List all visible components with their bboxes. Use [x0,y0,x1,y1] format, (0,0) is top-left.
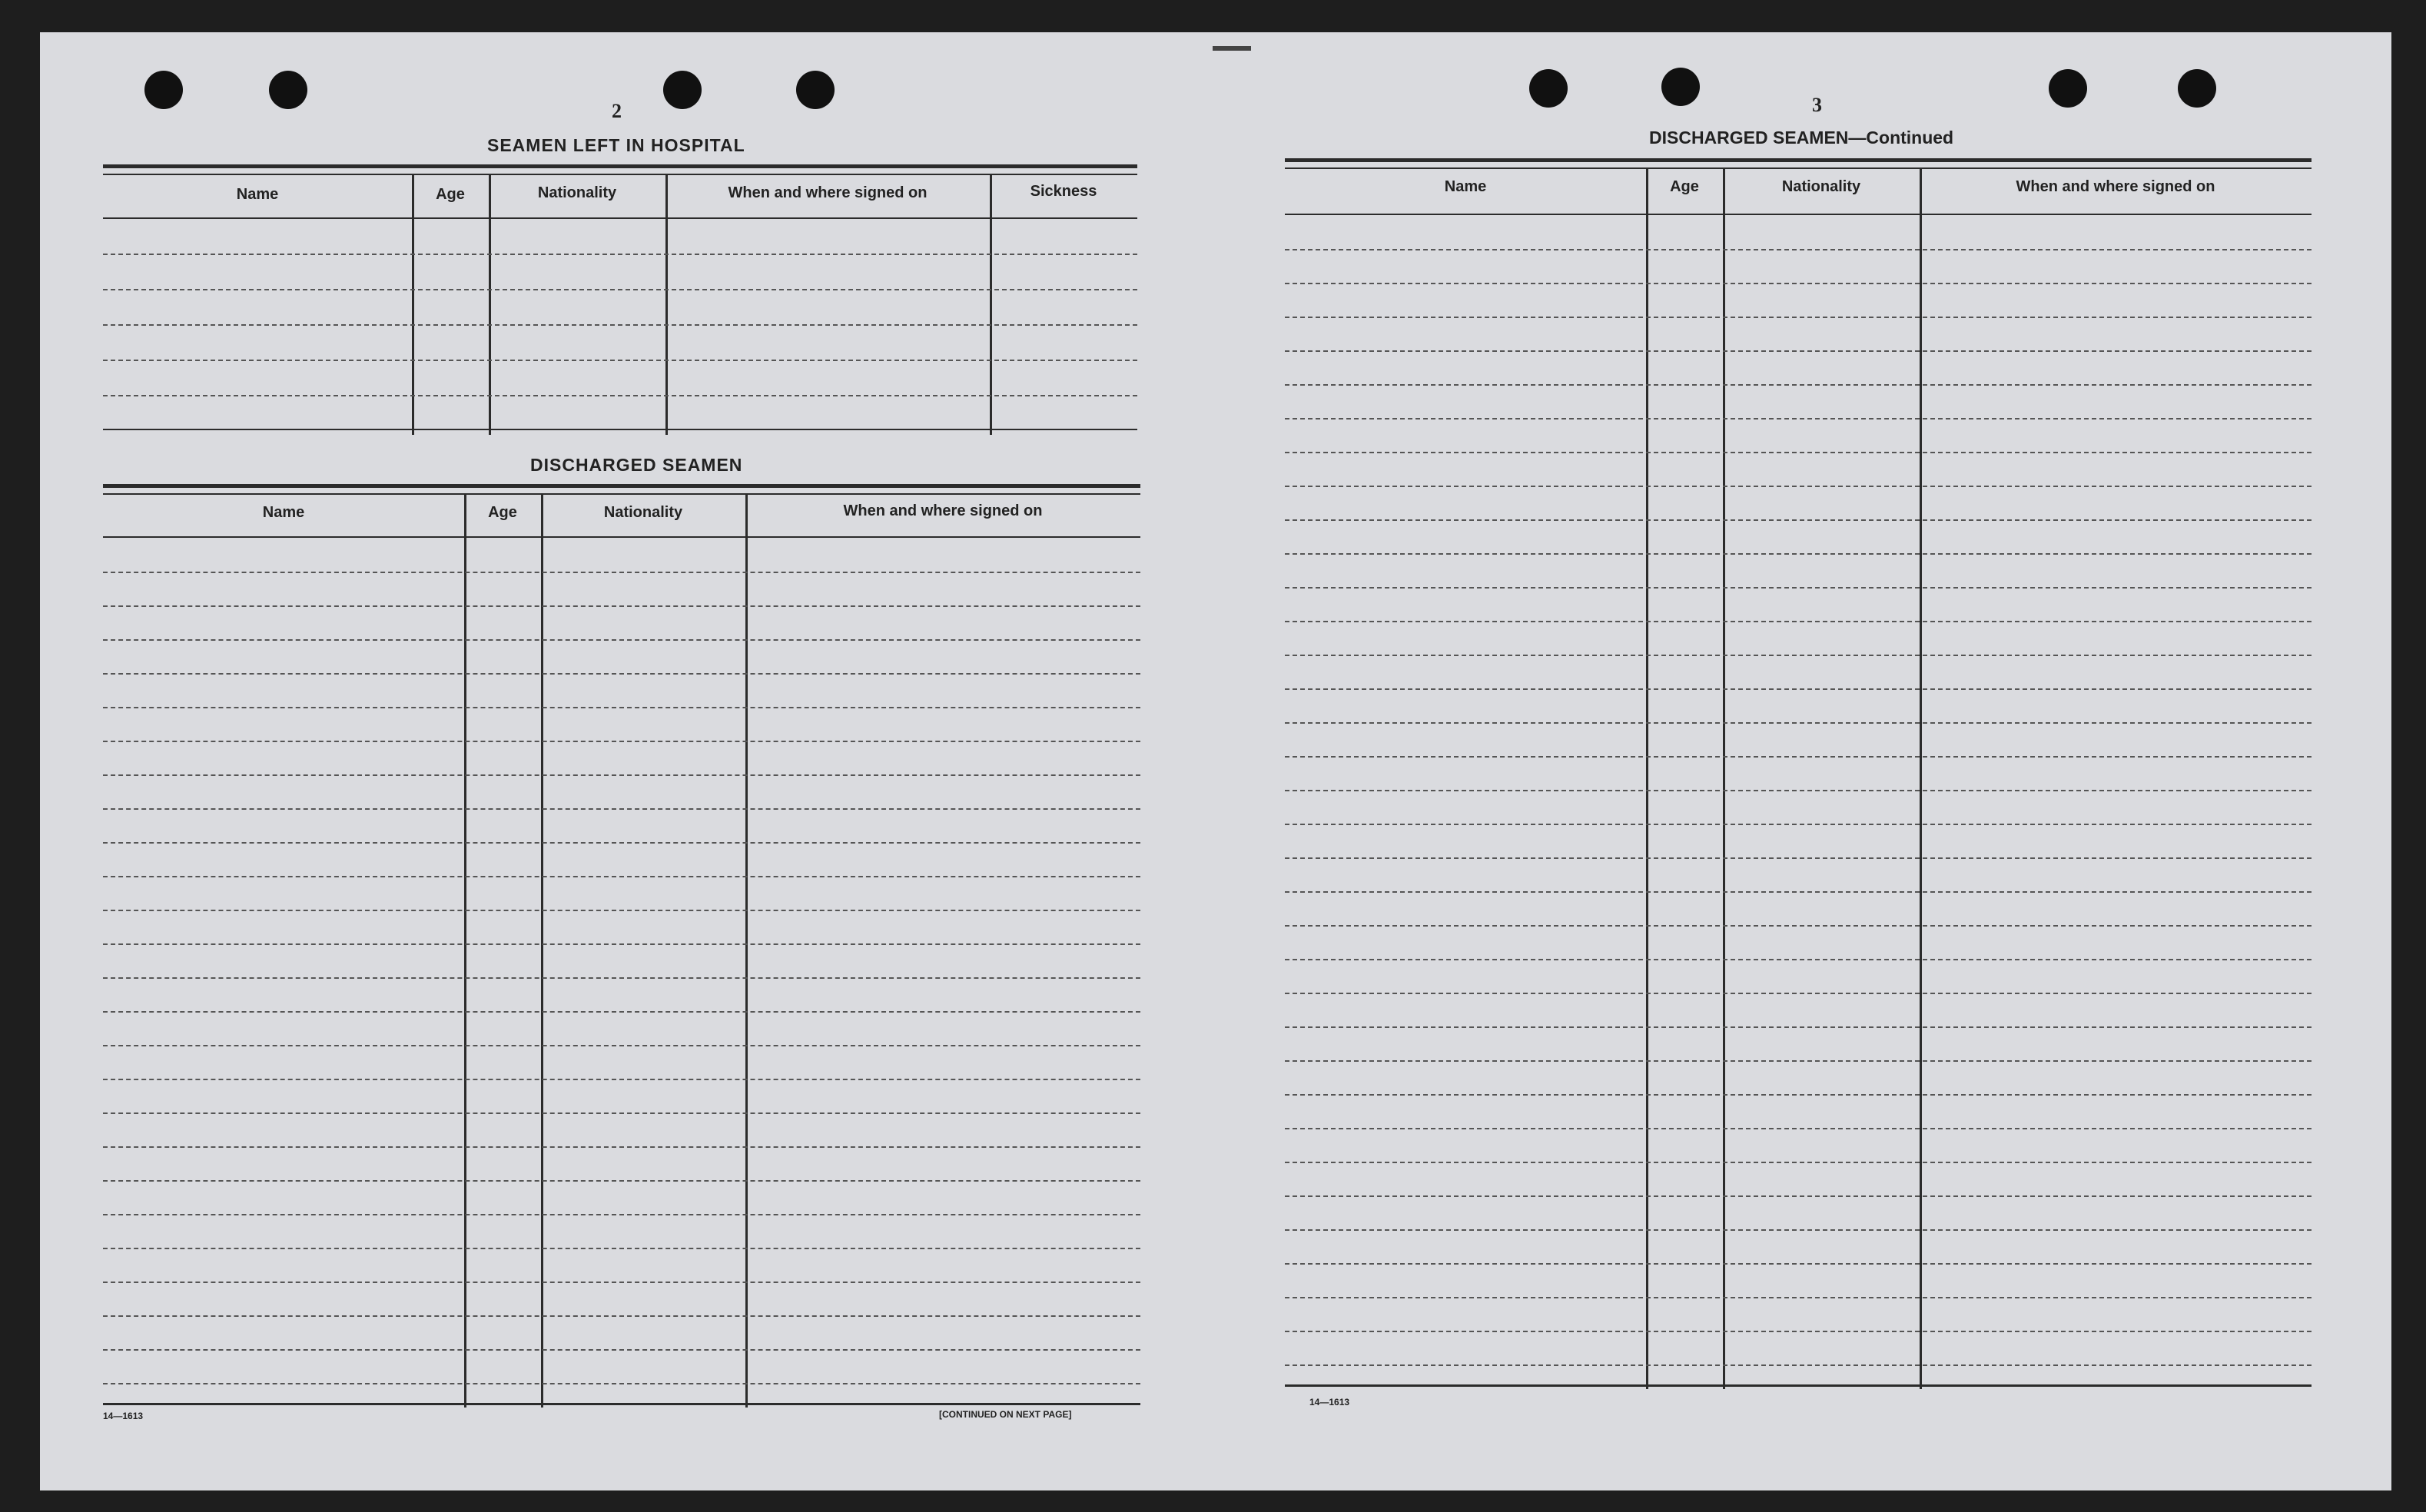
hospital-header-signed-on: When and where signed on [728,184,928,201]
discharged-header-nationality: Nationality [603,504,683,521]
right-page-number: 3 [1812,94,1822,116]
hospital-header-nationality: Nationality [537,184,617,201]
punch-hole [2178,69,2216,108]
discharged-section-title-right: DISCHARGED SEAMEN—Continued [1649,128,1954,148]
form-number-right: 14—1613 [1309,1397,1350,1408]
discharged-header-nationality-right: Nationality [1781,178,1861,195]
center-fold-mark [1213,46,1251,51]
form-number-left: 14—1613 [103,1411,144,1421]
discharged-header-signed-on: When and where signed on [843,502,1043,519]
punch-hole [1529,69,1568,108]
punch-hole [269,71,307,109]
discharged-header-age-right: Age [1670,178,1699,195]
discharged-header-age: Age [488,504,517,521]
discharged-header-signed-on-right: When and where signed on [2016,178,2215,195]
hospital-header-age: Age [436,186,465,203]
hospital-header-name: Name [236,186,279,203]
discharged-section-title-left: DISCHARGED SEAMEN [530,455,743,475]
punch-hole [144,71,183,109]
discharged-table-right [1285,155,2312,1389]
hospital-header-sickness: Sickness [1030,183,1097,200]
punch-hole [2049,69,2087,108]
punch-hole [796,71,835,109]
hospital-section-title: SEAMEN LEFT IN HOSPITAL [487,135,745,155]
discharged-header-name-right: Name [1444,178,1487,195]
hospital-table [103,161,1137,435]
punch-hole [1661,68,1700,106]
continued-note: [CONTINUED ON NEXT PAGE] [939,1409,1072,1420]
discharged-table-left [103,481,1140,1408]
punch-hole [663,71,702,109]
discharged-header-name: Name [262,504,305,521]
left-page-number: 2 [612,100,622,122]
